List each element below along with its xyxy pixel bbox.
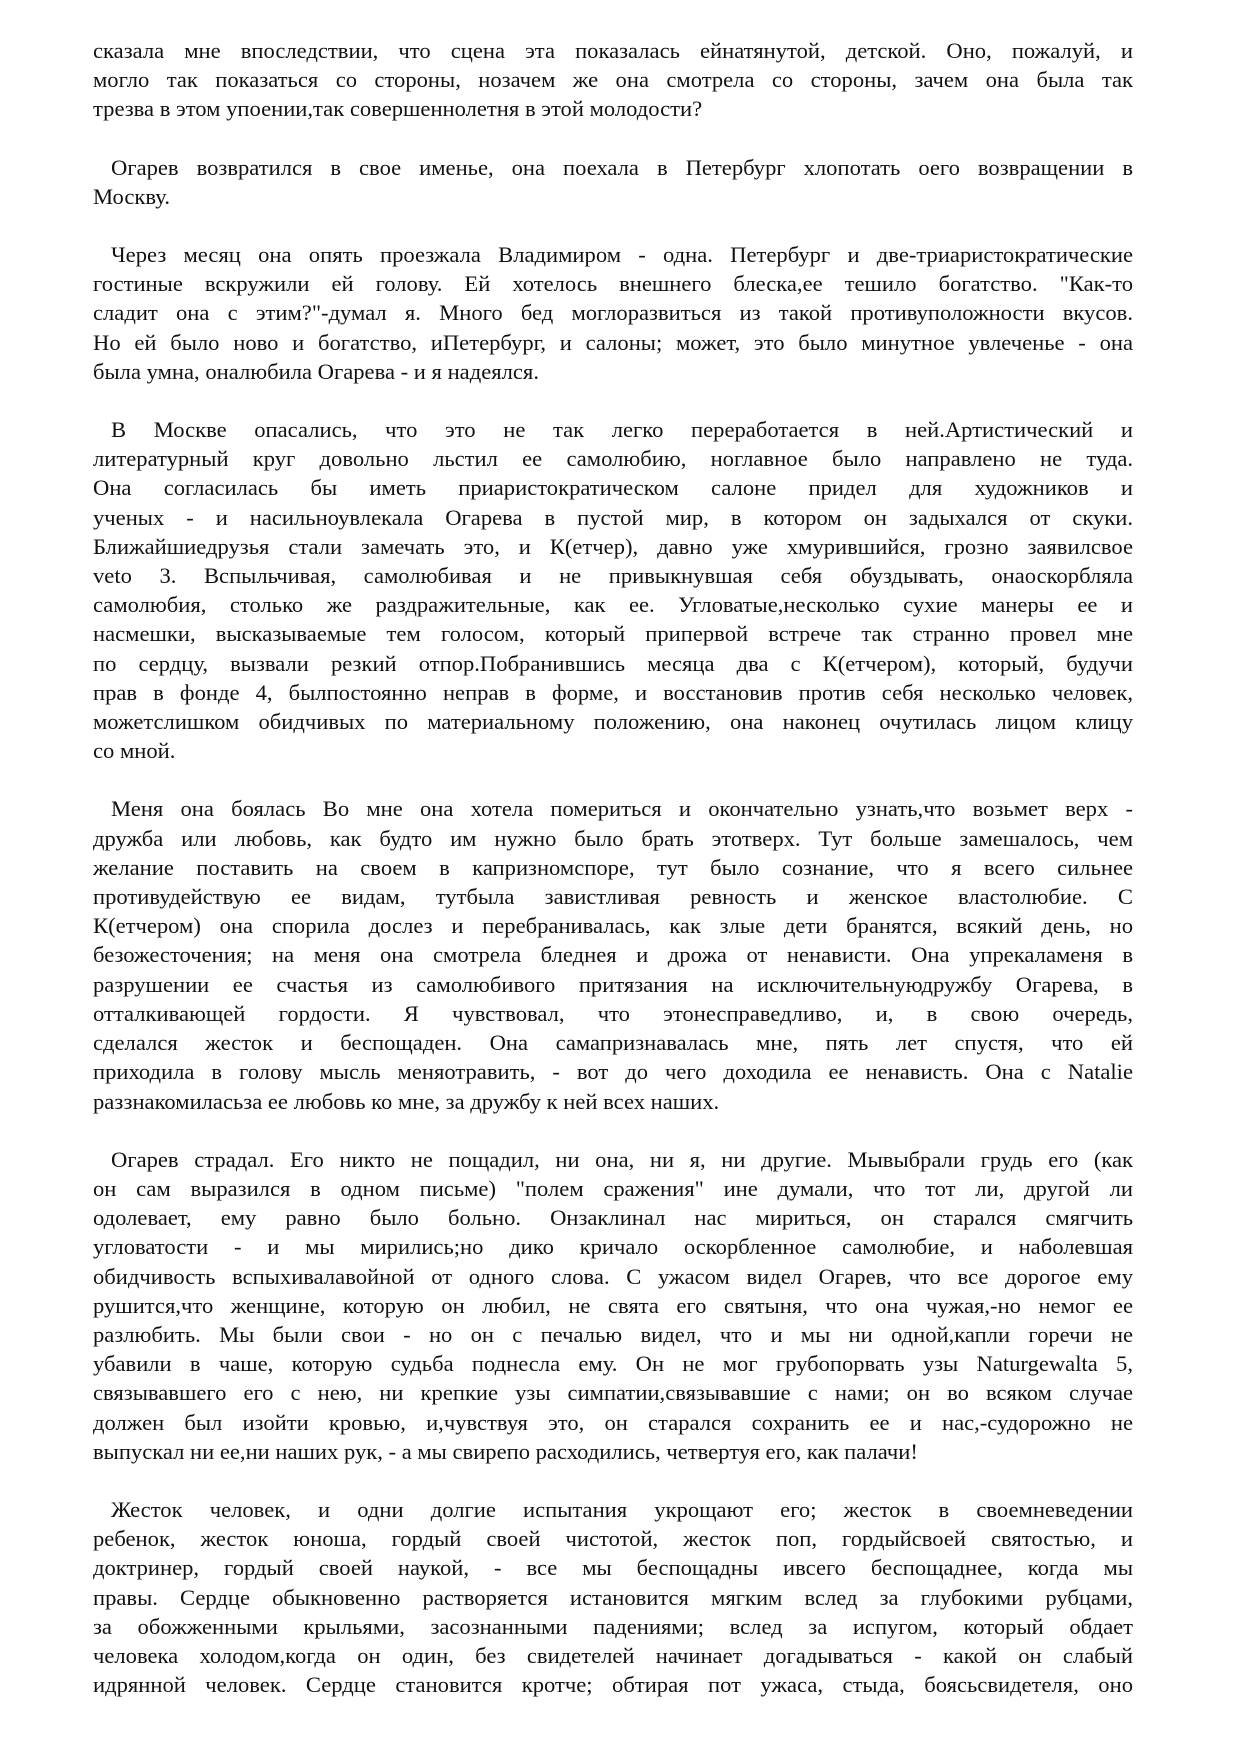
text-line: разрушении ее счастья из самолюбивого притязания на исключительнуюдружбу Огарева, в xyxy=(93,971,1133,997)
paragraph-6 xyxy=(93,1145,1133,1466)
text-line: В Москве опасались, что это не так легко переработается в ней.Артистический и xyxy=(111,417,1133,443)
text-line: по сердцу, вызвали резкий отпор.Побранившись месяца два с К(етчером), который, будучи xyxy=(93,650,1133,676)
text-line: со мной. xyxy=(93,738,176,764)
text-line: выпускал ни ее,ни наших рук, - а мы свирепо расходились, четвертуя его, как палачи! xyxy=(93,1438,918,1464)
text-line: приходила в голову мысль меняотравить, - вот до чего доходила ее ненависть. Она с Natalie xyxy=(93,1059,1133,1085)
text-line: одолевает, ему равно было больно. Онзаклинал нас мириться, он старался смягчить xyxy=(93,1205,1133,1231)
text-line: связывавшего его с нею, ни крепкие узы симпатии,связывавшие с нами; он во всяком случае xyxy=(93,1380,1133,1406)
text-line: правы. Сердце обыкновенно растворяется истановится мягким вслед за глубокими рубцами, xyxy=(93,1584,1133,1610)
text-line: К(етчером) она спорила дослез и перебранивалась, как злые дети бранятся, всякий день, но xyxy=(93,913,1133,939)
paragraph-3 xyxy=(93,240,1133,386)
text-line: Ближайшиедрузья стали замечать это, и К(етчер), давно уже хмурившийся, грозно заявилсвое xyxy=(93,533,1133,559)
paragraph-5 xyxy=(93,794,1133,1115)
text-line: Жесток человек, и одни долгие испытания укрощают его; жесток в своемневедении xyxy=(111,1496,1133,1522)
text-line: убавили в чаше, которую судьба поднесла ему. Он не мог грубопорвать узы Naturgewalta 5, xyxy=(93,1351,1133,1377)
text-line: прав в фонде 4, былпостоянно неправ в форме, и восстановив против себя несколько человек, xyxy=(93,679,1133,705)
text-line: Она согласилась бы иметь приаристократическом салоне придел для художников и xyxy=(93,475,1133,501)
text-line: раззнакомиласьза ее любовь ко мне, за дружбу к ней всех наших. xyxy=(93,1088,720,1114)
text-line: Огарев страдал. Его никто не пощадил, ни она, ни я, ни другие. Мывыбрали грудь его (как xyxy=(111,1146,1133,1172)
text-line: сделался жесток и беспощаден. Она самапризнавалась мне, пять лет спустя, что ей xyxy=(93,1030,1133,1056)
text-line: идрянной человек. Сердце становится кротче; обтирая пот ужаса, стыда, боясьсвидетеля, оно xyxy=(93,1672,1133,1698)
text-line: ученых - и насильноувлекала Огарева в пустой мир, в котором он задыхался от скуки. xyxy=(93,504,1133,530)
paragraph-7 xyxy=(93,1495,1133,1699)
text-line: разлюбить. Мы были свои - но он с печалью видел, что и мы ни одной,капли горечи не xyxy=(93,1321,1133,1347)
text-line: Но ей было ново и богатство, иПетербург, и салоны; может, это было минутное увлеченье - она xyxy=(93,329,1133,355)
text-line: доктринер, гордый своей наукой, - все мы беспощадны ивсего беспощаднее, когда мы xyxy=(93,1555,1133,1581)
text-line: противудействую ее видам, тутбыла завистливая ревность и женское властолюбие. С xyxy=(93,884,1133,910)
text-line: безожесточения; на меня она смотрела бледнея и дрожа от ненависти. Она упрекаламеня в xyxy=(93,942,1133,968)
text-line: veto 3. Вспыльчивая, самолюбивая и не привыкнувшая себя обуздывать, онаоскорбляла xyxy=(93,563,1133,589)
text-line: обидчивость вспыхивалавойной от одного слова. С ужасом видел Огарев, что все дорогое ему xyxy=(93,1263,1133,1289)
paragraph-4 xyxy=(93,415,1133,765)
text-line: сказала мне впоследствии, что сцена эта показалась ейнатянутой, детской. Оно, пожалуй, и xyxy=(93,38,1133,63)
text-line: Через месяц она опять проезжала Владимиром - одна. Петербург и две-триаристократические xyxy=(111,242,1133,268)
text-line: желание поставить на своем в капризномспоре, тут было сознание, что я всего сильнее xyxy=(93,854,1133,880)
document-page xyxy=(93,36,1133,1728)
text-line: Огарев возвратился в свое именье, она поехала в Петербург хлопотать оего возвращении в xyxy=(111,154,1133,180)
text-line: рушится,что женщине, которую он любил, не свята его святыня, что она чужая,-но немог ее xyxy=(93,1292,1133,1318)
paragraph-1 xyxy=(93,36,1133,124)
text-line: самолюбия, столько же раздражительные, как ее. Угловатые,несколько сухие манеры ее и xyxy=(93,592,1133,618)
text-line: гостиные вскружили ей голову. Ей хотелось внешнего блеска,ее тешило богатство. "Как-то xyxy=(93,271,1133,297)
text-line: литературный круг довольно льстил ее самолюбию, ноглавное было направлено не туда. xyxy=(93,446,1133,472)
text-line: насмешки, высказываемые тем голосом, который припервой встрече так странно провел мне xyxy=(93,621,1133,647)
paragraph-2 xyxy=(93,153,1133,211)
text-line: была умна, оналюбила Огарева - и я надеялся. xyxy=(93,358,539,384)
text-line: можетслишком обидчивых по материальному положению, она наконец очутилась лицом клицу xyxy=(93,709,1133,735)
text-line: дружба или любовь, как будто им нужно было брать этотверх. Тут больше замешалось, чем xyxy=(93,825,1133,851)
text-line: ребенок, жесток юноша, гордый своей чистотой, жесток поп, гордыйсвоей святостью, и xyxy=(93,1526,1133,1552)
text-line: человека холодом,когда он один, без свидетелей начинает догадываться - какой он слабый xyxy=(93,1642,1133,1668)
text-line: должен был изойти кровью, и,чувствуя это, он старался сохранить ее и нас,-судорожно не xyxy=(93,1409,1133,1435)
text-line: за обожженными крыльями, засознанными падениями; вслед за испугом, который обдает xyxy=(93,1613,1133,1639)
text-line: трезва в этом упоении,так совершеннолетня в этой молодости? xyxy=(93,96,703,122)
text-line: Меня она боялась Во мне она хотела помериться и окончательно узнать,что возьмет верх - xyxy=(111,796,1133,822)
text-line: отталкивающей гордости. Я чувствовал, что этонесправедливо, и, в свою очередь, xyxy=(93,1000,1133,1026)
text-line: сладит она с этим?"-думал я. Много бед моглоразвиться из такой противуположности вкусов. xyxy=(93,300,1133,326)
text-line: угловатости - и мы мирились;но дико кричало оскорбленное самолюбие, и наболевшая xyxy=(93,1234,1133,1260)
text-line: могло так показаться со стороны, нозачем же она смотрела со стороны, зачем она была так xyxy=(93,67,1133,93)
text-line: он сам выразился в одном письме) "полем сражения" инe думали, что тот ли, другой ли xyxy=(93,1175,1133,1201)
text-line: Москву. xyxy=(93,183,170,209)
